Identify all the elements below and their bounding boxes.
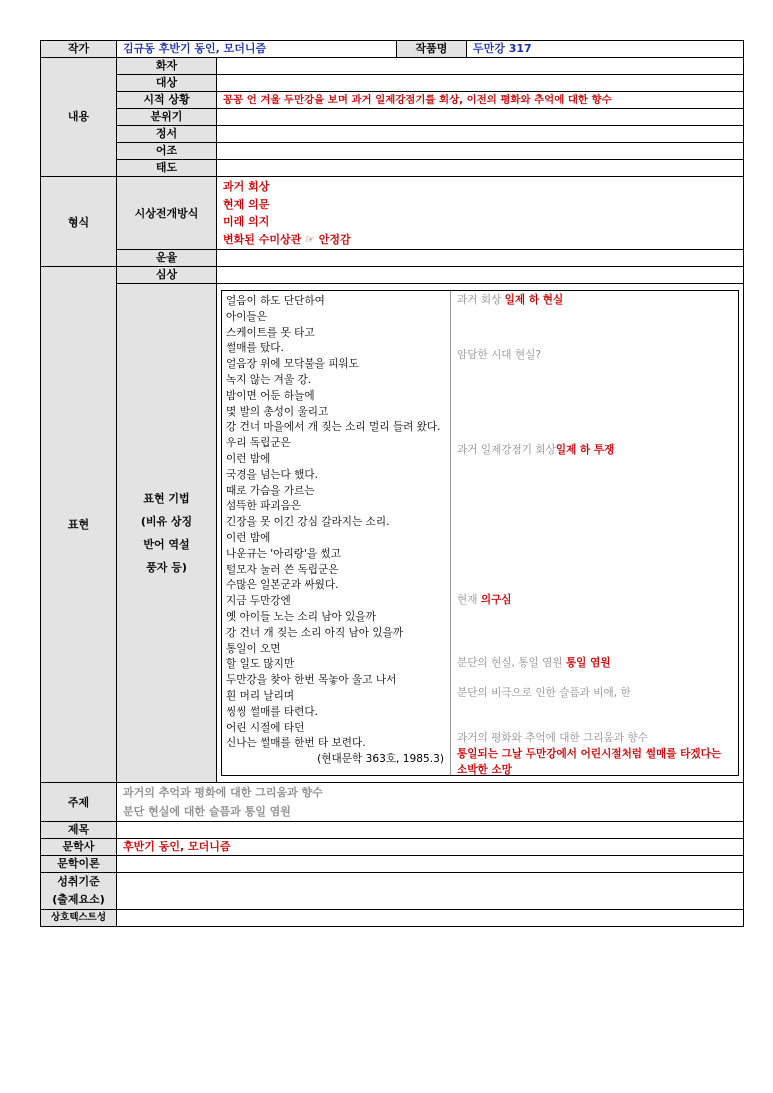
expression-label: 표현 xyxy=(41,267,117,783)
theme-row xyxy=(41,783,744,822)
author-value: 김규동 후반기 동인, 모더니즘 xyxy=(117,41,397,58)
rhyme-label: 운율 xyxy=(117,250,217,267)
content-label: 내용 xyxy=(41,58,117,177)
annotation-sorrow: 분단의 비극으로 인한 슬픔과 비애, 한 xyxy=(457,687,631,699)
poem-source: (현대문학 363호, 1985.3) xyxy=(317,753,444,766)
title-row xyxy=(41,822,744,839)
standard-row xyxy=(41,873,744,910)
author-label: 작가 xyxy=(41,41,117,58)
intertext-value xyxy=(117,910,744,927)
annotation-present-doubt: 현재 의구심 xyxy=(457,594,512,606)
content-row-attitude xyxy=(41,160,744,177)
situation-label: 시적 상황 xyxy=(117,92,217,109)
method-value xyxy=(217,177,744,250)
tone-label: 어조 xyxy=(117,143,217,160)
history-label: 문학사 xyxy=(41,839,117,856)
mood-label: 분위기 xyxy=(117,109,217,126)
intertext-label: 상호텍스트성 xyxy=(41,910,117,927)
annotation-past-recall: 과거 회상 일제 하 현실 xyxy=(457,294,564,306)
title-value xyxy=(117,822,744,839)
theme-label: 주제 xyxy=(41,783,117,822)
work-title-label: 작품명 xyxy=(397,41,467,58)
method-line: 미래 의지 xyxy=(223,215,270,228)
method-line: 과거 회상 xyxy=(223,180,270,193)
annotation-colonial-fight: 과거 일제강점기 회상일제 하 투쟁 xyxy=(457,444,615,456)
emotion-value xyxy=(217,126,744,143)
rhyme-value xyxy=(217,250,744,267)
content-row-speaker xyxy=(41,58,744,75)
poem-frame xyxy=(221,290,739,776)
content-row-emotion xyxy=(41,126,744,143)
header-row xyxy=(41,41,744,58)
object-label: 대상 xyxy=(117,75,217,92)
attitude-value xyxy=(217,160,744,177)
history-value: 후반기 동인, 모더니즘 xyxy=(117,839,744,856)
analysis-sheet xyxy=(40,40,743,927)
form-row-method xyxy=(41,177,744,250)
object-value xyxy=(217,75,744,92)
content-row-mood xyxy=(41,109,744,126)
annotation-column xyxy=(450,291,738,775)
analysis-table xyxy=(40,40,744,927)
mood-value xyxy=(217,109,744,126)
expression-row-technique xyxy=(41,284,744,783)
annotation-division: 분단의 현실, 통일 염원 통일 염원 xyxy=(457,657,611,669)
annotation-nostalgia: 과거의 평화와 추억에 대한 그리움과 향수 xyxy=(457,732,648,744)
intertext-row xyxy=(41,910,744,927)
speaker-label: 화자 xyxy=(117,58,217,75)
speaker-value xyxy=(217,58,744,75)
standard-value xyxy=(117,873,744,910)
content-row-tone xyxy=(41,143,744,160)
form-label: 형식 xyxy=(41,177,117,267)
annotation-wish: 통일되는 그날 두만강에서 어린시절처럼 썰매를 타겠다는 소박한 소망 xyxy=(457,748,722,776)
theory-value xyxy=(117,856,744,873)
content-row-object xyxy=(41,75,744,92)
form-row-rhyme xyxy=(41,250,744,267)
method-line: 현재 의문 xyxy=(223,197,270,211)
attitude-label: 태도 xyxy=(117,160,217,177)
imagery-value xyxy=(217,267,744,284)
technique-value xyxy=(217,284,744,783)
theme-value: 과거의 추억과 평화에 대한 그리움과 향수 분단 현실에 대한 슬픔과 통일 염원 xyxy=(117,783,744,822)
title-label: 제목 xyxy=(41,822,117,839)
history-row xyxy=(41,839,744,856)
method-label: 시상전개방식 xyxy=(117,177,217,250)
tone-value xyxy=(217,143,744,160)
poem-text: 얼음이 하도 단단하여 아이들은 스케이트를 못 타고 썰매를 탔다. 얼음장 위에 모닥불을 피워도 녹지 않는 겨울 강. 밤이면 어둔 하늘에 몇 발의 총성이 울리고 강 건너 마을에서 개 짖는 소리 멀리 들려 왔다. 우리 독립군은 이런 밤에 국경을 넘는다 했다. 때로 가슴을 가르는 섬뜩한 파괴음은 긴장을 못 이긴 강심 갈라지는 소리. 이런 밤에 나운규는 '아리랑'을 썼고 털모자 눌러 쓴 독립군은 수많은 일본군과 싸웠다. 지금 두만강엔 옛 아이들 노는 소리 남아 있을까 강 건너 개 짖는 소리 아직 남아 있을까 통일이 오면 할 일도 많지만 두만강을 찾아 한번 목놓아 울고 나서 흰 머리 날리며 씽씽 썰매를 타련다. 어린 시절에 타던 신나는 썰매를 한번 타 보련다. (현대문학 363호, 1985.3) xyxy=(226,294,448,768)
content-row-situation xyxy=(41,92,744,109)
theory-label: 문학이론 xyxy=(41,856,117,873)
emotion-label: 정서 xyxy=(117,126,217,143)
expression-row-imagery xyxy=(41,267,744,284)
theory-row xyxy=(41,856,744,873)
work-title-value: 두만강 317 xyxy=(467,41,744,58)
method-line: 변화된 수미상관 ☞ 안정감 xyxy=(223,232,351,246)
imagery-label: 심상 xyxy=(117,267,217,284)
situation-value: 꽁꽁 언 겨울 두만강을 보며 과거 일제강점기를 회상, 이전의 평화와 추억에 대한 향수 xyxy=(217,92,744,109)
standard-label: 성취기준 (출제요소) xyxy=(41,873,117,910)
technique-label: 표현 기법 (비유 상징 반어 역설 풍자 등) xyxy=(117,284,217,783)
annotation-dark-era: 암담한 시대 현실? xyxy=(457,349,541,361)
